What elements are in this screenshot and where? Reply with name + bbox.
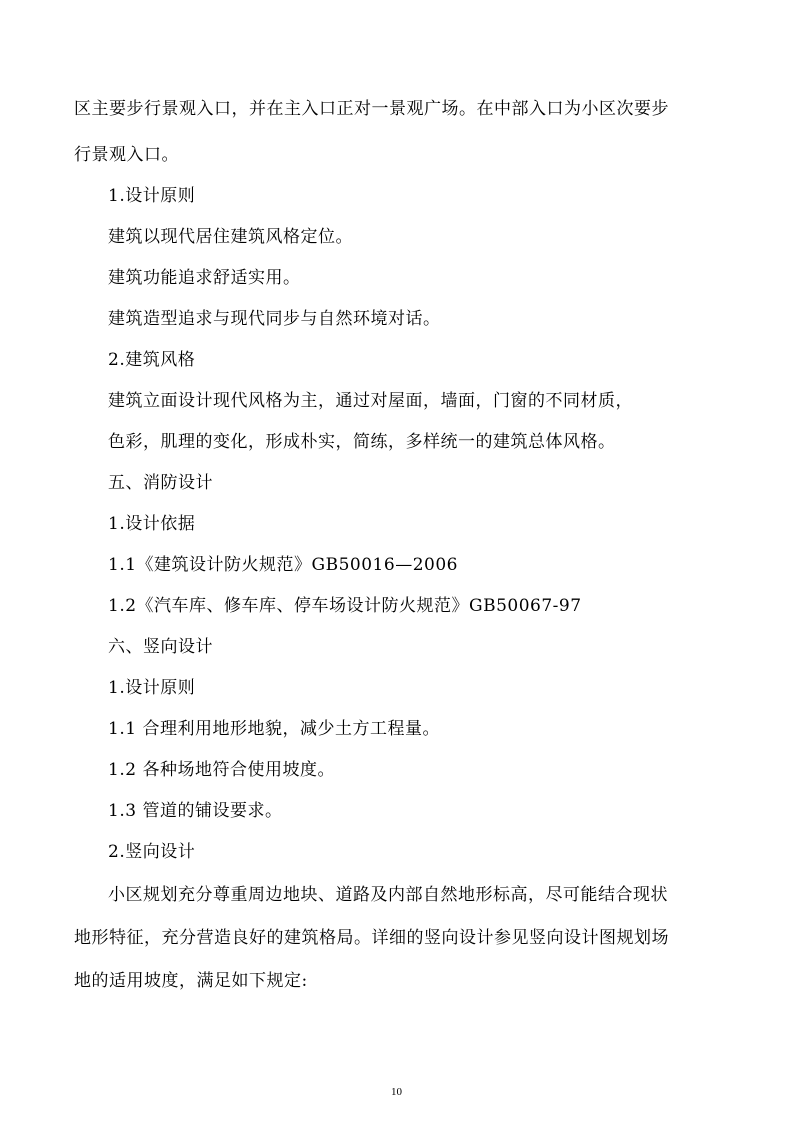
- list-item: 1.3 管道的铺设要求。: [108, 801, 283, 821]
- body-text-line: 地形特征，充分营造良好的建筑格局。详细的竖向设计参见竖向设计图规划场: [74, 928, 669, 948]
- body-text-line: 区主要步行景观入口，并在主入口正对一景观广场。在中部入口为小区次要步: [74, 99, 669, 119]
- list-item: 1.1 合理利用地形地貌，减少土方工程量。: [108, 719, 440, 739]
- body-text-line: 建筑功能追求舒适实用。: [108, 268, 301, 288]
- reference-item: 1.2《汽车库、修车库、停车场设计防火规范》GB50067-97: [108, 596, 582, 616]
- chapter-heading: 五、消防设计: [108, 473, 213, 493]
- reference-item: 1.1《建筑设计防火规范》GB50016—2006: [108, 555, 458, 575]
- body-text-line: 色彩，肌理的变化，形成朴实，简练，多样统一的建筑总体风格。: [108, 432, 616, 452]
- section-heading: 1.设计依据: [108, 514, 196, 534]
- body-text-line: 建筑立面设计现代风格为主，通过对屋面，墙面，门窗的不同材质，: [108, 391, 633, 411]
- section-heading: 2.建筑风格: [108, 350, 196, 370]
- body-text-line: 建筑以现代居住建筑风格定位。: [108, 227, 353, 247]
- section-heading: 1.设计原则: [108, 678, 196, 698]
- body-text-line: 建筑造型追求与现代同步与自然环境对话。: [108, 309, 441, 329]
- body-text-line: 地的适用坡度，满足如下规定:: [74, 971, 308, 991]
- list-item: 1.2 各种场地符合使用坡度。: [108, 760, 335, 780]
- section-heading: 1.设计原则: [108, 186, 196, 206]
- body-text-line: 小区规划充分尊重周边地块、道路及内部自然地形标高，尽可能结合现状: [108, 885, 668, 905]
- chapter-heading: 六、竖向设计: [108, 637, 213, 657]
- page-number: 10: [391, 1086, 402, 1098]
- section-heading: 2.竖向设计: [108, 842, 196, 862]
- body-text-line: 行景观入口。: [74, 145, 179, 165]
